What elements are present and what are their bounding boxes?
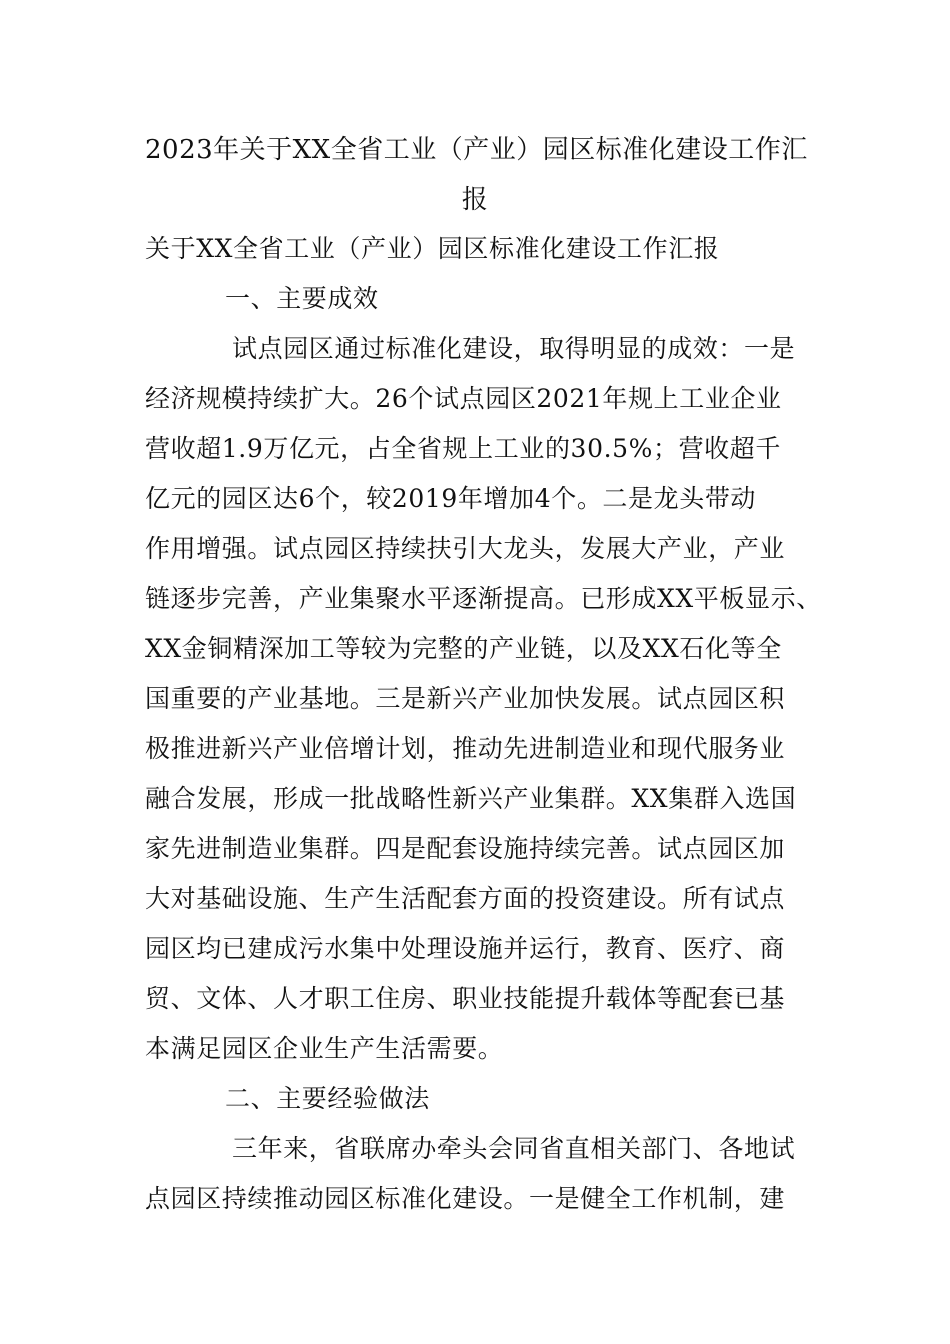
- paragraph-line: 本满足园区企业生产生活需要。: [145, 1034, 504, 1063]
- paragraph-line: 三年来，省联席办牵头会同省直相关部门、各地试: [232, 1134, 796, 1163]
- paragraph-line: XX金铜精深加工等较为完整的产业链，以及XX石化等全: [145, 634, 782, 663]
- paragraph-line: 园区均已建成污水集中处理设施并运行，教育、医疗、商: [145, 934, 786, 963]
- paragraph-line: 国重要的产业基地。三是新兴产业加快发展。试点园区积: [145, 684, 786, 713]
- paragraph-line: 亿元的园区达6个，较2019年增加4个。二是龙头带动: [145, 484, 757, 513]
- paragraph-line: 营收超1.9万亿元，占全省规上工业的30.5%；营收超千: [145, 434, 781, 463]
- paragraph-line: 链逐步完善，产业集聚水平逐渐提高。已形成XX平板显示、: [145, 584, 822, 613]
- section-2-heading: 二、主要经验做法: [225, 1084, 430, 1113]
- paragraph-line: 贸、文体、人才职工住房、职业技能提升载体等配套已基: [145, 984, 786, 1013]
- paragraph-line: 试点园区通过标准化建设，取得明显的成效：一是: [232, 334, 796, 363]
- paragraph-line: 融合发展，形成一批战略性新兴产业集群。XX集群入选国: [145, 784, 797, 813]
- paragraph-line: 大对基础设施、生产生活配套方面的投资建设。所有试点: [145, 884, 786, 913]
- paragraph-line: 点园区持续推动园区标准化建设。一是健全工作机制，建: [145, 1184, 786, 1213]
- section-1-heading: 一、主要成效: [225, 284, 379, 313]
- paragraph-line: 经济规模持续扩大。26个试点园区2021年规上工业企业: [145, 384, 782, 413]
- document-title-line-1: 2023年关于XX全省工业（产业）园区标准化建设工作汇: [145, 135, 808, 165]
- paragraph-line: 作用增强。试点园区持续扶引大龙头，发展大产业，产业: [145, 534, 786, 563]
- document-subtitle: 关于XX全省工业（产业）园区标准化建设工作汇报: [145, 234, 720, 263]
- paragraph-line: 极推进新兴产业倍增计划，推动先进制造业和现代服务业: [145, 734, 786, 763]
- paragraph-line: 家先进制造业集群。四是配套设施持续完善。试点园区加: [145, 834, 786, 863]
- document-title-line-2: 报: [461, 185, 489, 215]
